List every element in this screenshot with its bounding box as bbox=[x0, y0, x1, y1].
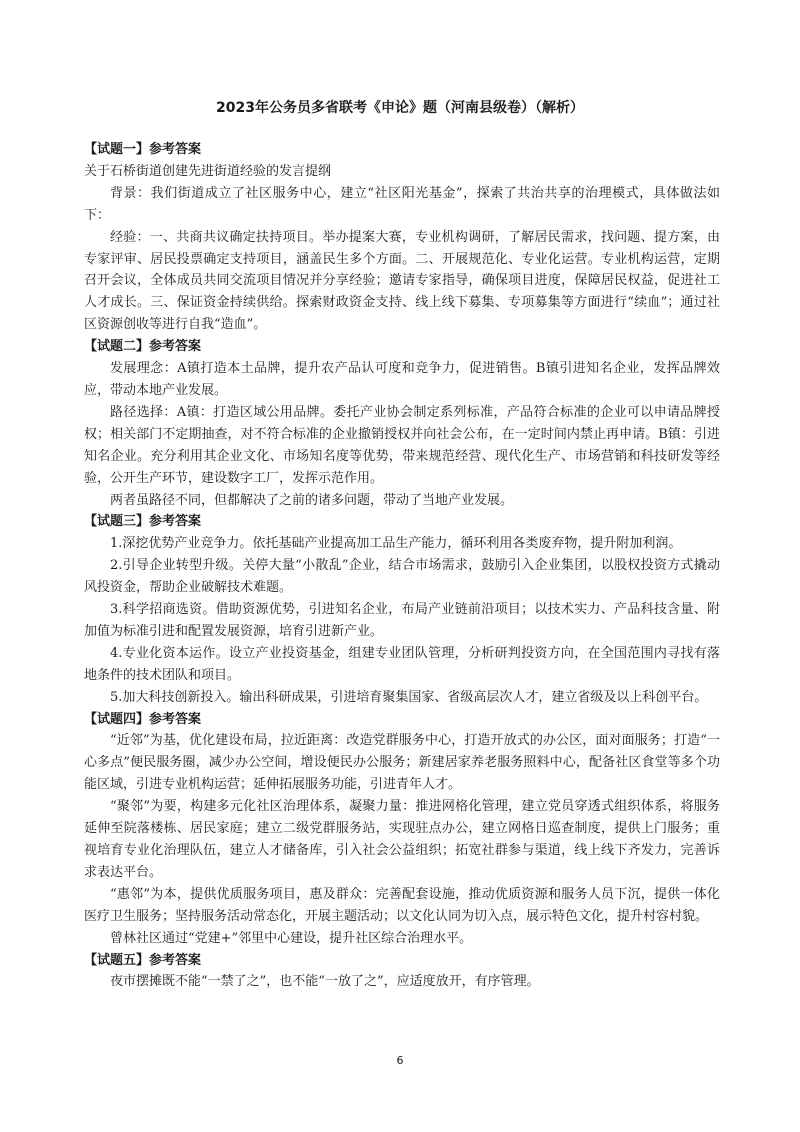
q3-list-item: 4.专业化资本运作。设立产业投资基金，组建专业团队管理，分析研判投资方向，在全国范围内寻找有落地条件的技术团队和项目。 bbox=[84, 645, 720, 683]
q5-heading: 【试题五】参考答案 bbox=[84, 952, 202, 968]
q4-paragraph-jinlin: “近邻”为基，优化建设布局，拉近距离：改造党群服务中心，打造开放式的办公区，面对面服务；打造“一心多点”便民服务圈，减少办公空间，增设便民办公服务；新建居家养老服务照料中心，配备社区食堂等多个功能区域，引进专业机构运营；延伸拓展服务功能，引进青年人才。 bbox=[84, 733, 720, 793]
q3-list-item: 2.引导企业转型升级。关停大量“小散乱”企业，结合市场需求，鼓励引入企业集团，以股权投资方式撬动风投资金，帮助企业破解技术难题。 bbox=[84, 558, 720, 596]
q3-list-item: 1.深挖优势产业竞争力。依托基础产业提高加工品生产能力，循环利用各类废弃物，提升附加利润。 bbox=[110, 536, 682, 552]
q2-paragraph-path: 路径选择：A镇：打造区域公用品牌。委托产业协会制定系列标准，产品符合标准的企业可以申请品牌授权；相关部门不定期抽查，对不符合标准的企业撤销授权并向社会公布，在一定时间内禁止再申请。B镇：引进知名企业。充分利用其企业文化、市场知名度等优势，带来规范经营、现代化生产、市场营销和科技研发等经验，公开生产环节，建设数字工厂，发挥示范作用。 bbox=[84, 404, 720, 486]
q4-heading: 【试题四】参考答案 bbox=[84, 711, 202, 727]
q1-heading: 【试题一】参考答案 bbox=[84, 142, 202, 157]
q2-heading: 【试题二】参考答案 bbox=[84, 339, 202, 355]
document-body bbox=[84, 139, 720, 993]
page-number: 6 bbox=[396, 1054, 404, 1067]
q1-paragraph-background: 背景：我们街道成立了社区服务中心，建立“社区阳光基金”，探索了共治共享的治理模式，具体做法如下： bbox=[84, 185, 720, 223]
q4-paragraph-huilin: “惠邻”为本，提供优质服务项目，惠及群众：完善配套设施，推动优质资源和服务人员下沉，提供一体化医疗卫生服务；坚持服务活动常态化，开展主题活动；以文化认同为切入点，展示特色文化，提升村容村貌。 bbox=[84, 886, 720, 924]
q3-list-item: 5.加大科技创新投入。输出科研成果，引进培育聚集国家、省级高层次人才，建立省级及以上科创平台。 bbox=[110, 689, 708, 705]
q4-paragraph-summary: 曾林社区通过“党建+”邻里中心建设，提升社区综合治理水平。 bbox=[110, 930, 473, 946]
q1-subtitle: 关于石桥街道创建先进街道经验的发言提纲 bbox=[84, 163, 332, 179]
q2-paragraph-summary: 两者虽路径不同，但都解决了之前的诸多问题，带动了当地产业发展。 bbox=[110, 492, 514, 508]
q3-heading: 【试题三】参考答案 bbox=[84, 514, 202, 530]
q2-paragraph-concept: 发展理念：A镇打造本土品牌，提升农产品认可度和竞争力，促进销售。B镇引进知名企业，发挥品牌效应，带动本地产业发展。 bbox=[84, 361, 720, 398]
document-title: 2023年公务员多省联考《申论》题（河南县级卷）（解析） bbox=[216, 100, 584, 116]
q4-paragraph-julin: “聚邻”为要，构建多元化社区治理体系，凝聚力量：推进网格化管理，建立党员穿透式组织体系，将服务延伸至院落楼栋、居民家庭；建立二级党群服务站，实现驻点办公，建立网格日巡查制度，提供上门服务；重视培育专业化治理队伍，建立人才储备库，引入社会公益组织；拓宽社群参与渠道，线上线下齐发力，完善诉求表达平台。 bbox=[84, 799, 720, 880]
q3-list-item: 3.科学招商选资。借助资源优势，引进知名企业，布局产业链前沿项目；以技术实力、产品科技含量、附加值为标准引进和配置发展资源，培育引进新产业。 bbox=[84, 602, 720, 639]
q1-paragraph-experience: 经验：一、共商共议确定扶持项目。举办提案大赛，专业机构调研，了解居民需求，找问题、提方案，由专家评审、居民投票确定支持项目，涵盖民生多个方面。二、开展规范化、专业化运营。专业机构运营，定期召开会议，全体成员共同交流项目情况并分享经验；邀请专家指导，确保项目进度，保障居民权益，促进社工人才成长。三、保证资金持续供给。探索财政资金支持、线上线下募集、专项募集等方面进行“续血”；通过社区资源创收等进行自我“造血”。 bbox=[84, 229, 720, 333]
q5-paragraph: 夜市摆摊既不能“一禁了之”，也不能“一放了之”，应适度放开，有序管理。 bbox=[110, 974, 540, 990]
